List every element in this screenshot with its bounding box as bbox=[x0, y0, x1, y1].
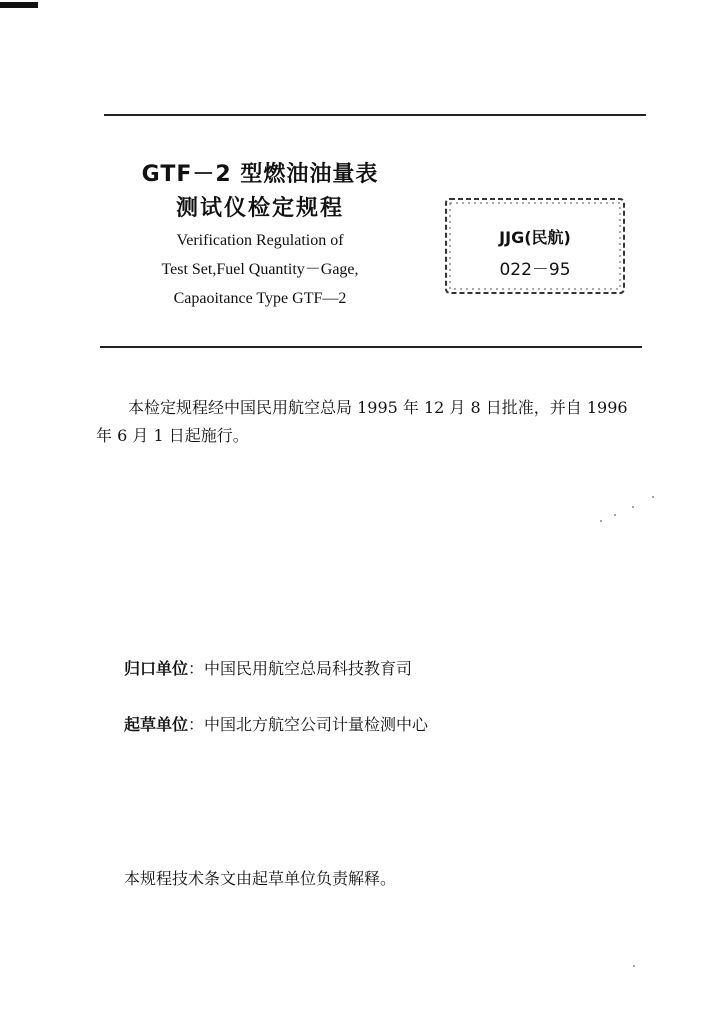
drafting-unit-separator: ： bbox=[188, 715, 205, 734]
drafting-unit-value: 中国北方航空公司计量检测中心 bbox=[204, 715, 429, 734]
scan-speck bbox=[652, 496, 654, 498]
scan-corner-mark bbox=[0, 2, 38, 8]
drafting-unit-line bbox=[124, 712, 428, 735]
responsible-unit-separator: ： bbox=[188, 659, 205, 678]
scan-speck bbox=[633, 965, 635, 967]
approval-paragraph: 本检定规程经中国民用航空总局 1995 年 12 月 8 日批准，并自 1996 年 6 月 1 日起施行。 bbox=[96, 398, 628, 445]
title-en-line3: Capaoitance Type GTF—2 bbox=[173, 290, 347, 307]
scan-speck bbox=[600, 520, 602, 522]
code-box bbox=[442, 195, 628, 297]
title-cn-line1: GTF－2 型燃油油量表 bbox=[141, 162, 379, 187]
code-number: 022－95 bbox=[499, 260, 571, 280]
scan-speck bbox=[632, 506, 634, 508]
title-en-line2: Test Set,Fuel Quantity－Gage, bbox=[161, 261, 359, 278]
title-cn-line2: 测试仪检定规程 bbox=[175, 196, 344, 221]
interpretation-note: 本规程技术条文由起草单位负责解释。 bbox=[124, 869, 397, 888]
responsible-unit-line bbox=[124, 656, 412, 679]
title-block bbox=[110, 160, 410, 313]
scan-speck bbox=[614, 514, 616, 516]
code-issuer: JJG(民航) bbox=[499, 228, 571, 247]
drafting-unit-label: 起草单位 bbox=[124, 715, 189, 734]
responsible-unit-label: 归口单位 bbox=[124, 659, 189, 678]
responsible-unit-value: 中国民用航空总局科技教育司 bbox=[204, 659, 413, 678]
title-en-line1: Verification Regulation of bbox=[176, 232, 344, 249]
bottom-rule bbox=[100, 346, 642, 348]
top-rule bbox=[104, 114, 646, 116]
